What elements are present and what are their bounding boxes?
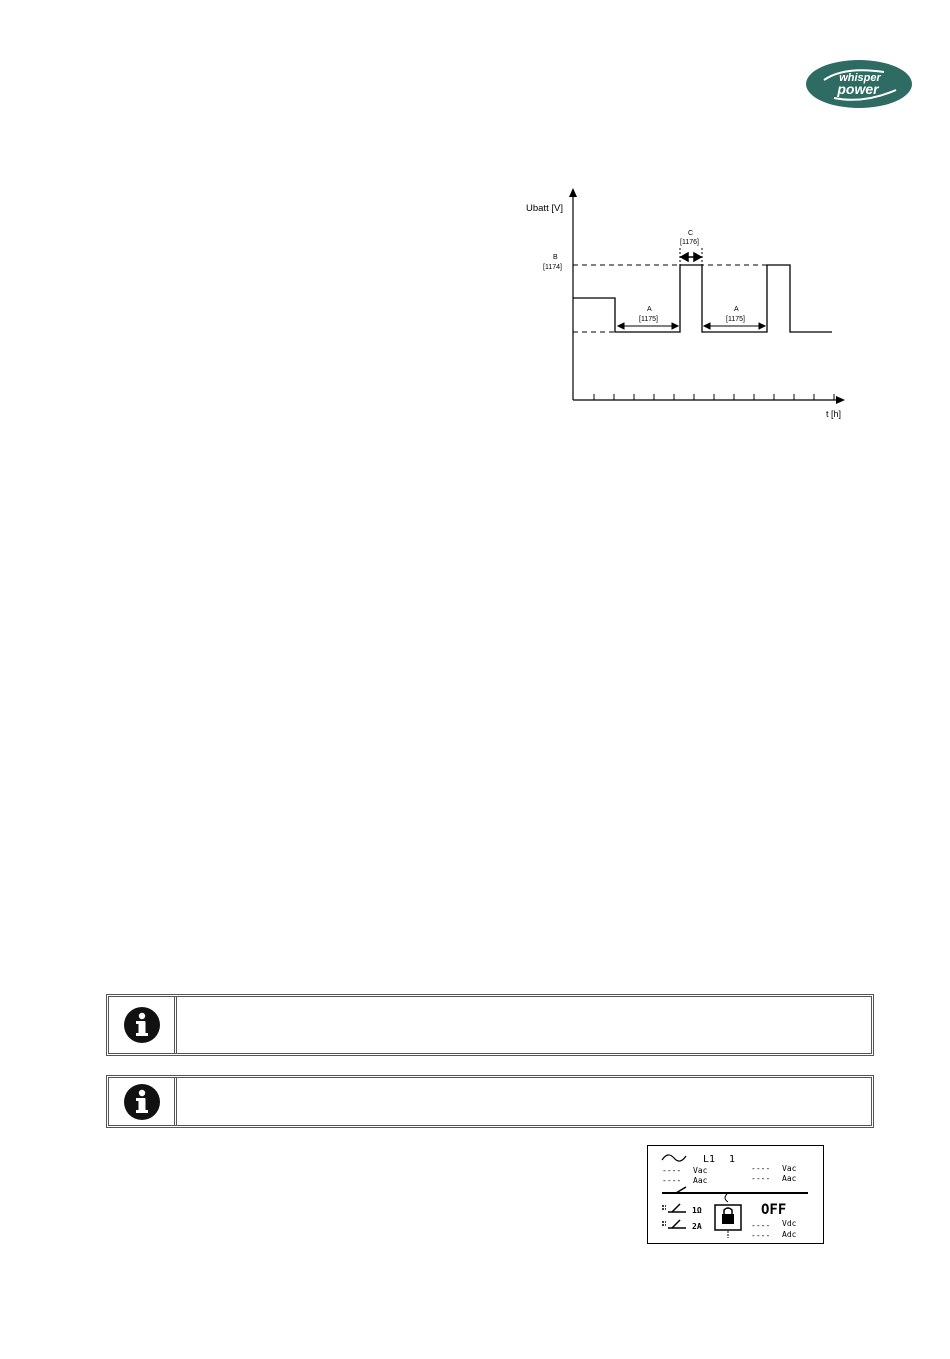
label-a2: A bbox=[734, 306, 739, 313]
logo-text-whisper: whisper bbox=[839, 72, 881, 84]
label-a2-param: [1175] bbox=[726, 316, 745, 323]
lcd-vac-right-unit: Vac bbox=[782, 1164, 797, 1173]
voltage-curve bbox=[573, 265, 832, 332]
relay-1-icon bbox=[662, 1204, 686, 1212]
logo-text-power: power bbox=[837, 81, 879, 97]
label-c-param: [1176] bbox=[680, 239, 699, 246]
info-note-2 bbox=[106, 1075, 874, 1128]
x-axis-ticks bbox=[594, 394, 834, 400]
lcd-phase: L1 bbox=[703, 1154, 716, 1165]
lcd-aac-right-unit: Aac bbox=[782, 1174, 797, 1183]
lcd-vdc-value: ---- bbox=[751, 1221, 771, 1230]
sine-wave-icon bbox=[662, 1155, 686, 1161]
label-a1-param: [1175] bbox=[639, 316, 658, 323]
lcd-vac-left-value: ---- bbox=[662, 1166, 682, 1175]
label-c: C bbox=[688, 230, 694, 237]
label-b-param: [1174] bbox=[543, 264, 562, 271]
lcd-aac-right-value: ---- bbox=[751, 1174, 771, 1183]
lcd-vdc-unit: Vdc bbox=[782, 1219, 797, 1228]
label-b: B bbox=[553, 254, 558, 261]
x-axis-label: t [h] bbox=[826, 409, 842, 419]
lcd-connector bbox=[725, 1193, 728, 1202]
interval-a1-arrow bbox=[618, 323, 678, 329]
lcd-vac-right-value: ---- bbox=[751, 1164, 771, 1173]
logo-graphic bbox=[804, 58, 914, 110]
lock-icon bbox=[722, 1208, 734, 1224]
relay-2-icon bbox=[662, 1220, 686, 1228]
lcd-relay-2-label: 2A bbox=[692, 1222, 702, 1231]
info-note-icon-cell bbox=[109, 1078, 177, 1125]
lcd-vac-left-unit: Vac bbox=[693, 1166, 708, 1175]
lcd-adc-value: ---- bbox=[751, 1231, 771, 1240]
info-icon bbox=[123, 1006, 161, 1044]
whisperpower-logo bbox=[804, 58, 914, 110]
battery-voltage-diagram bbox=[520, 180, 860, 425]
lcd-adc-unit: Adc bbox=[782, 1230, 797, 1239]
lcd-relay-1-label: 1Ω bbox=[692, 1206, 702, 1215]
lcd-display bbox=[647, 1145, 824, 1244]
label-a1: A bbox=[647, 306, 652, 313]
info-note-1 bbox=[106, 994, 874, 1056]
info-note-icon-cell bbox=[109, 997, 177, 1053]
info-icon bbox=[123, 1083, 161, 1121]
lcd-aac-left-unit: Aac bbox=[693, 1176, 708, 1185]
interval-c-arrow bbox=[681, 253, 701, 261]
y-axis-label: Ubatt [V] bbox=[526, 203, 563, 214]
lcd-aac-left-value: ---- bbox=[662, 1176, 682, 1185]
x-axis-arrow bbox=[836, 396, 845, 404]
lcd-phase-num: 1 bbox=[729, 1154, 736, 1165]
y-axis-arrow bbox=[569, 188, 577, 197]
lcd-state: OFF bbox=[761, 1202, 787, 1218]
interval-a2-arrow bbox=[704, 323, 765, 329]
